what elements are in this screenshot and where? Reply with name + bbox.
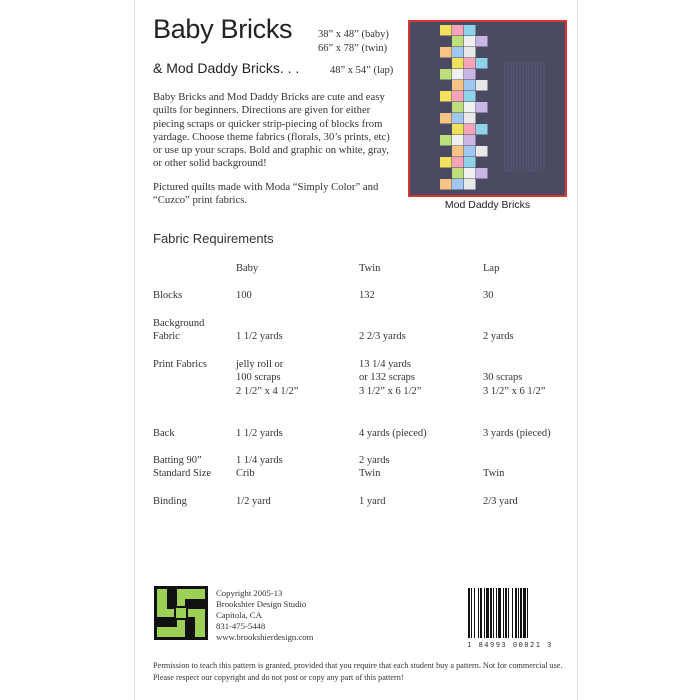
quilt-brick <box>464 102 476 113</box>
quilt-brick <box>452 69 464 80</box>
intro-paragraph: Baby Bricks and Mod Daddy Bricks are cute and easy quilts for beginners. Directions are given for either piecing scraps or quicker strip-piecing of blocks from yardage. Choose theme fabrics (florals, 30’s prints, etc) or use up your scraps. Bold and graphic on white, gray, or other solid background! <box>153 91 390 170</box>
barcode-bar <box>508 588 509 638</box>
table-cell: 100 scraps <box>236 372 281 384</box>
barcode <box>466 588 552 643</box>
table-cell: 3 yards (pieced) <box>483 428 551 439</box>
table-cell: 1 1/4 yards <box>236 455 283 466</box>
barcode-bar <box>515 588 517 638</box>
table-cell: Twin <box>483 468 505 480</box>
quilt-brick <box>464 69 476 80</box>
quilt-brick <box>464 113 476 124</box>
quilt-brick <box>440 135 452 146</box>
row-label: Binding <box>153 496 187 507</box>
column-header: Lap <box>483 263 500 274</box>
table-cell: 30 scraps <box>483 372 523 384</box>
barcode-bar <box>474 588 475 638</box>
size-list <box>318 28 394 76</box>
table-cell: 4 yards (pieced) <box>359 428 427 439</box>
quilt-brick <box>464 168 476 179</box>
barcode-bar <box>493 588 494 638</box>
permission-notice: Permission to teach this pattern is granted, provided that you require that each student buy a pattern. Not for commercial use. Please respect our copyright and do not post or copy any part of this pattern! <box>153 661 563 682</box>
quilt-brick <box>464 124 476 135</box>
table-cell: 100 <box>236 290 252 301</box>
quilt-brick <box>452 179 464 190</box>
table-cell: 132 <box>359 290 375 301</box>
quilt-image <box>410 22 565 195</box>
quilt-brick <box>452 36 464 47</box>
column-header: Baby <box>236 263 259 274</box>
quilt-brick <box>464 36 476 47</box>
barcode-bar <box>484 588 485 638</box>
size-twin: 66” x 78” (twin) <box>318 43 388 54</box>
quilt-brick <box>440 179 452 190</box>
table-cell: 2 yards <box>359 455 390 466</box>
intro-text <box>153 91 399 217</box>
quilt-brick <box>452 58 464 69</box>
row-label: Standard Size <box>153 468 212 480</box>
copyright-contact <box>216 588 313 643</box>
table-cell: 1 1/2 yards <box>236 331 283 343</box>
quilt-brick <box>440 25 452 36</box>
contact-line: Brookshier Design Studio <box>216 599 307 609</box>
quilt-brick <box>464 47 476 58</box>
column-header: Twin <box>359 263 381 274</box>
quilt-brick <box>464 179 476 190</box>
table-cell: 30 <box>483 290 494 301</box>
barcode-bar <box>503 588 504 638</box>
quilt-brick <box>452 91 464 102</box>
quilt-brick <box>476 102 488 113</box>
barcode-bar <box>480 588 482 638</box>
size-lap: 48” x 54” (lap) <box>330 65 394 76</box>
barcode-bar <box>520 588 522 638</box>
row-label: Back <box>153 428 175 439</box>
contact-line: Capitola, CA <box>216 610 262 620</box>
table-cell: 2 1/2” x 4 1/2” <box>236 385 299 397</box>
barcode-bar <box>468 588 470 638</box>
table-cell: 2 2/3 yards <box>359 331 406 343</box>
quilt-brick <box>452 113 464 124</box>
quilt-brick <box>440 47 452 58</box>
quilt-brick <box>452 25 464 36</box>
table-cell: 3 1/2” x 6 1/2” <box>359 385 422 397</box>
quilt-brick <box>464 146 476 157</box>
table-cell: 13 1/4 yards <box>359 359 411 370</box>
barcode-number: 1 84993 00021 3 <box>467 641 553 649</box>
quilt-brick <box>476 168 488 179</box>
quilt-brick <box>452 102 464 113</box>
brookshier-logo <box>154 586 208 640</box>
contact-line: 831-475-5448 <box>216 621 266 631</box>
quilt-brick <box>440 113 452 124</box>
quilt-brick <box>476 124 488 135</box>
row-label: Print Fabrics <box>153 359 207 370</box>
quilt-brick <box>440 157 452 168</box>
quilt-brick <box>452 135 464 146</box>
quilt-brick <box>464 25 476 36</box>
row-label: Blocks <box>153 290 183 301</box>
barcode-bar <box>498 588 501 638</box>
row-label: Batting 90” <box>153 455 202 466</box>
quilt-brick <box>476 58 488 69</box>
barcode-bar <box>527 588 528 638</box>
pattern-subtitle: & Mod Daddy Bricks. . . <box>153 60 300 76</box>
quilt-brick <box>464 58 476 69</box>
contact-line: Copyright 2005-13 <box>216 588 283 598</box>
quilt-brick <box>452 168 464 179</box>
quilt-brick <box>440 91 452 102</box>
pattern-title: Baby Bricks <box>153 14 293 44</box>
fabric-requirements-title: Fabric Requirements <box>153 231 274 246</box>
intro-paragraph: Pictured quilts made with Moda “Simply Color” and “Cuzco” print fabrics. <box>153 180 379 207</box>
cropped-top-strip <box>134 0 576 8</box>
barcode-bar <box>512 588 513 638</box>
row-label: Background <box>153 318 205 329</box>
barcode-bar <box>505 588 507 638</box>
quilt-brick <box>476 146 488 157</box>
quilt-brick <box>464 80 476 91</box>
quilt-brick <box>464 91 476 102</box>
row-label: Fabric <box>153 331 180 343</box>
quilt-brick <box>440 69 452 80</box>
quilt-brick <box>476 36 488 47</box>
quilt-brick <box>452 124 464 135</box>
table-cell: 1 yard <box>359 496 386 507</box>
table-cell: 1/2 yard <box>236 496 271 507</box>
quilt-brick <box>452 47 464 58</box>
size-baby: 38” x 48” (baby) <box>318 29 389 40</box>
barcode-bar <box>478 588 479 638</box>
quilt-brick <box>452 146 464 157</box>
table-cell: 2/3 yard <box>483 496 518 507</box>
table-cell: jelly roll or <box>236 359 284 370</box>
barcode-bar <box>486 588 489 638</box>
barcode-bar <box>471 588 472 638</box>
quilt-brick <box>464 135 476 146</box>
table-cell: Crib <box>236 468 255 480</box>
table-cell: 2 yards <box>483 331 514 343</box>
quilt-brick <box>452 80 464 91</box>
table-cell: or 132 scraps <box>359 372 415 384</box>
table-cell: Twin <box>359 468 381 480</box>
quilt-brick <box>452 157 464 168</box>
barcode-bar <box>518 588 519 638</box>
table-cell: 3 1/2” x 6 1/2” <box>483 385 546 397</box>
barcode-bar <box>490 588 492 638</box>
contact-line: www.brookshierdesign.com <box>216 632 314 642</box>
quilt-brick <box>476 80 488 91</box>
photo-caption: Mod Daddy Bricks <box>444 199 531 211</box>
quilt-brick <box>464 157 476 168</box>
table-cell: 1 1/2 yards <box>236 428 283 439</box>
barcode-bar <box>496 588 497 638</box>
barcode-bar <box>523 588 526 638</box>
quilt-photo <box>408 20 567 197</box>
